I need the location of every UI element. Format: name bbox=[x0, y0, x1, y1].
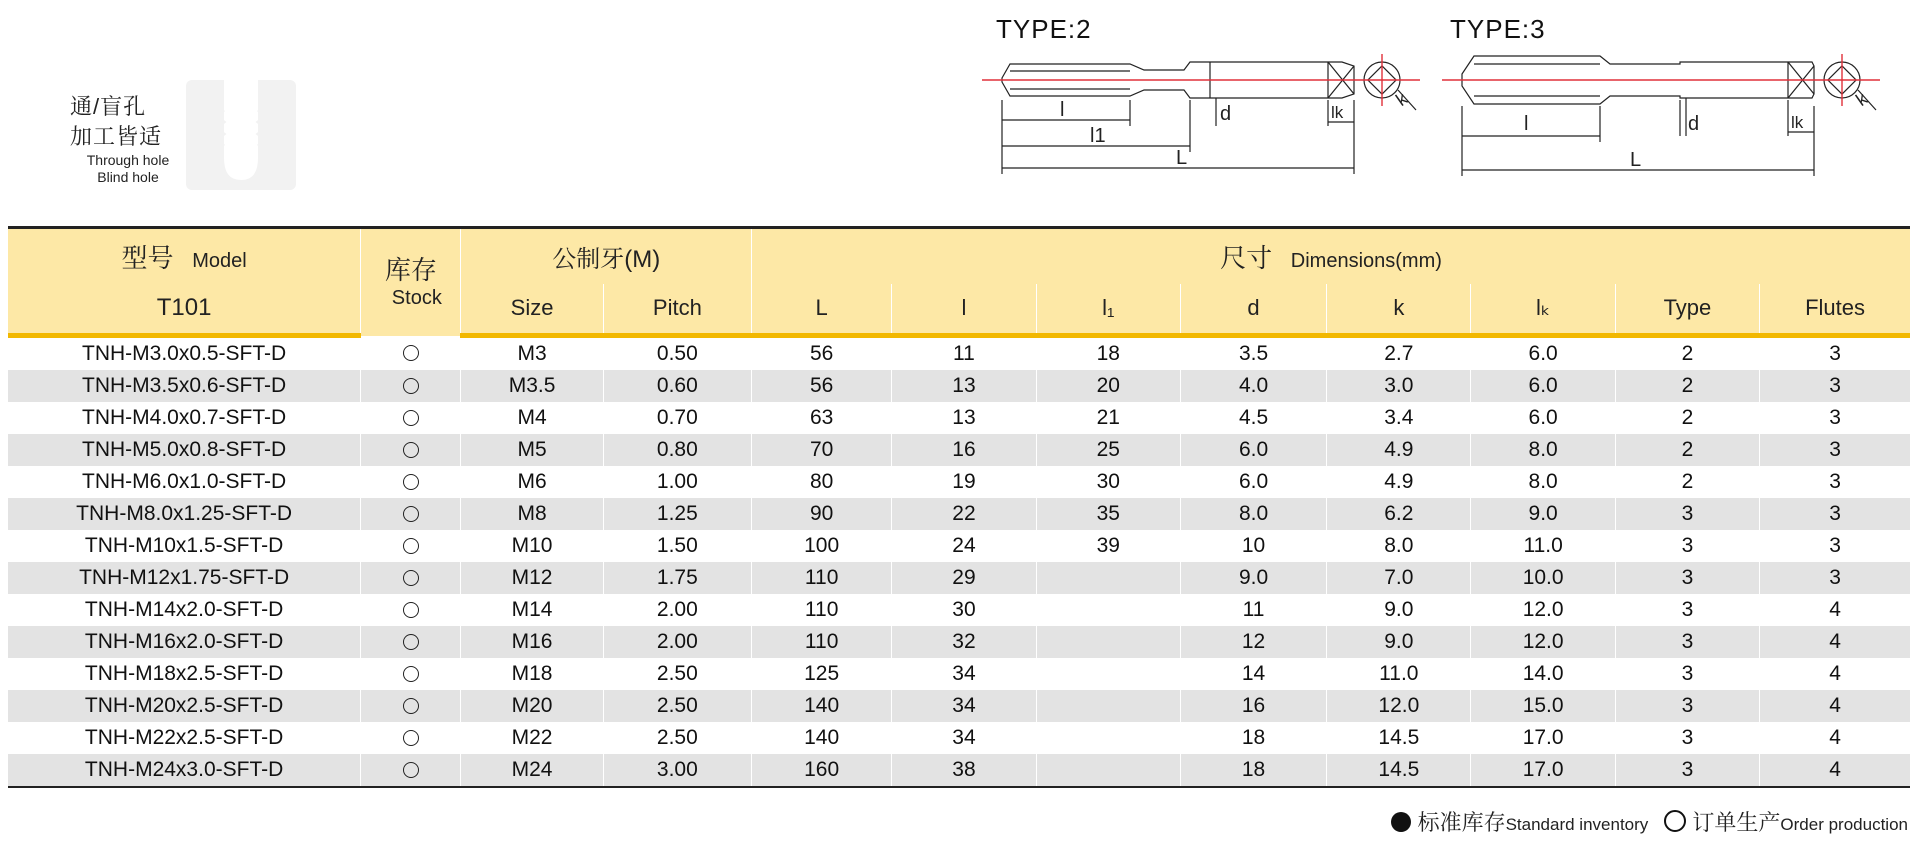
type2-dim-l: l bbox=[1060, 99, 1065, 121]
standard-inventory-legend bbox=[1391, 806, 1648, 837]
stock-header-cn: 库存 bbox=[384, 255, 437, 286]
k-cell: 3.4 bbox=[1327, 402, 1471, 434]
table-row bbox=[8, 370, 1910, 402]
type2-dim-l1: l1 bbox=[1090, 125, 1106, 147]
pitch-cell: 0.80 bbox=[603, 434, 751, 466]
size-cell: M4 bbox=[461, 402, 603, 434]
L-cell: 125 bbox=[752, 658, 892, 690]
type2-label: TYPE:2 bbox=[996, 14, 1092, 44]
lk-cell: 12.0 bbox=[1471, 626, 1615, 658]
hollow-circle-icon bbox=[403, 506, 419, 522]
model-cell: TNH-M4.0x0.7-SFT-D bbox=[8, 402, 361, 434]
L-cell: 110 bbox=[752, 594, 892, 626]
k-cell: 7.0 bbox=[1327, 562, 1471, 594]
l-header: l bbox=[892, 284, 1036, 336]
model-cell: TNH-M14x2.0-SFT-D bbox=[8, 594, 361, 626]
flutes-cell: 3 bbox=[1829, 470, 1841, 493]
table-row bbox=[8, 530, 1910, 562]
type-cell: 3 bbox=[1615, 626, 1759, 658]
stock-legend bbox=[1391, 806, 1908, 837]
hollow-circle-icon bbox=[403, 538, 419, 554]
L-cell: 63 bbox=[752, 402, 892, 434]
k-cell: 14.5 bbox=[1327, 722, 1471, 754]
type2-dim-d: d bbox=[1220, 103, 1232, 125]
hollow-circle-icon bbox=[403, 378, 419, 394]
d-cell: 10 bbox=[1180, 530, 1326, 562]
size-cell: M24 bbox=[461, 754, 603, 787]
model-cell: TNH-M10x1.5-SFT-D bbox=[8, 530, 361, 562]
type-cell: 3 bbox=[1615, 754, 1759, 787]
d-cell: 4.0 bbox=[1180, 370, 1326, 402]
model-cell: TNH-M3.0x0.5-SFT-D bbox=[8, 336, 361, 371]
stock-cell bbox=[361, 336, 461, 371]
L-cell: 140 bbox=[752, 722, 892, 754]
pitch-cell: 2.00 bbox=[603, 626, 751, 658]
lk-cell: 6.0 bbox=[1471, 402, 1615, 434]
d-cell: 8.0 bbox=[1180, 498, 1326, 530]
flutes-cell: 4 bbox=[1829, 598, 1841, 621]
l1-cell bbox=[1036, 754, 1180, 787]
type3-dim-d: d bbox=[1688, 113, 1700, 135]
lk-cell: 12.0 bbox=[1471, 594, 1615, 626]
d-cell: 18 bbox=[1180, 754, 1326, 787]
type-cell: 3 bbox=[1615, 562, 1759, 594]
type-cell: 3 bbox=[1615, 690, 1759, 722]
table-row bbox=[8, 722, 1910, 754]
stock-cell bbox=[361, 594, 461, 626]
k-cell: 4.9 bbox=[1327, 434, 1471, 466]
pitch-cell: 1.25 bbox=[603, 498, 751, 530]
stock-cell bbox=[361, 562, 461, 594]
l1-cell: 39 bbox=[1036, 530, 1180, 562]
d-header: d bbox=[1180, 284, 1326, 336]
L-cell: 100 bbox=[752, 530, 892, 562]
hollow-circle-icon bbox=[403, 634, 419, 650]
L-cell: 80 bbox=[752, 466, 892, 498]
hollow-circle-icon bbox=[403, 570, 419, 586]
table-row bbox=[8, 336, 1910, 371]
d-cell: 16 bbox=[1180, 690, 1326, 722]
l-cell: 38 bbox=[892, 754, 1036, 787]
type2-dim-L: L bbox=[1176, 147, 1188, 169]
pitch-cell: 2.50 bbox=[603, 722, 751, 754]
L-cell: 56 bbox=[752, 370, 892, 402]
type-cell: 3 bbox=[1615, 530, 1759, 562]
flutes-cell: 4 bbox=[1760, 626, 1910, 658]
model-header-en: Model bbox=[192, 249, 247, 272]
type-header: Type bbox=[1615, 284, 1759, 336]
hollow-circle-icon bbox=[403, 410, 419, 426]
table-row bbox=[8, 690, 1910, 722]
L-cell: 110 bbox=[752, 562, 892, 594]
standard-inventory-en: Standard inventory bbox=[1505, 815, 1649, 834]
k-cell: 3.0 bbox=[1327, 370, 1471, 402]
l1-cell: 35 bbox=[1036, 498, 1180, 530]
hole-type-cn-line1: 通/盲孔 bbox=[70, 94, 147, 119]
type3-label: TYPE:3 bbox=[1450, 14, 1546, 44]
pitch-header: Pitch bbox=[603, 284, 751, 336]
model-header-cn: 型号 bbox=[121, 242, 174, 273]
L-cell: 160 bbox=[752, 754, 892, 787]
k-cell: 2.7 bbox=[1327, 336, 1471, 371]
size-cell: M10 bbox=[461, 530, 603, 562]
size-header: Size bbox=[461, 284, 603, 336]
dimensions-header-en: Dimensions(mm) bbox=[1290, 249, 1442, 272]
table-row bbox=[8, 658, 1910, 690]
type-cell: 2 bbox=[1615, 402, 1759, 434]
lk-cell: 6.0 bbox=[1471, 370, 1615, 402]
L-cell: 90 bbox=[752, 498, 892, 530]
model-cell: TNH-M20x2.5-SFT-D bbox=[8, 690, 361, 722]
type-cell: 3 bbox=[1615, 498, 1759, 530]
d-cell: 14 bbox=[1180, 658, 1326, 690]
d-cell: 6.0 bbox=[1180, 466, 1326, 498]
size-cell: M20 bbox=[461, 690, 603, 722]
hollow-circle-icon bbox=[403, 474, 419, 490]
hollow-circle-icon bbox=[403, 730, 419, 746]
stock-header bbox=[361, 228, 461, 336]
l-cell: 19 bbox=[892, 466, 1036, 498]
L-cell: 140 bbox=[752, 690, 892, 722]
hollow-circle-icon bbox=[403, 345, 419, 361]
model-series-header: T101 bbox=[8, 284, 361, 336]
hollow-circle-icon bbox=[403, 698, 419, 714]
lk-cell: 8.0 bbox=[1471, 434, 1615, 466]
l1-cell bbox=[1036, 690, 1180, 722]
type-cell: 3 bbox=[1615, 594, 1759, 626]
hollow-circle-icon bbox=[403, 762, 419, 778]
stock-cell bbox=[361, 754, 461, 787]
lk-cell: 8.0 bbox=[1471, 466, 1615, 498]
l1-cell bbox=[1036, 626, 1180, 658]
stock-header-en: Stock bbox=[391, 287, 442, 310]
type-cell: 3 bbox=[1615, 658, 1759, 690]
type3-tap-diagram bbox=[1440, 44, 1910, 184]
lk-cell: 17.0 bbox=[1471, 754, 1615, 787]
flutes-cell: 3 bbox=[1829, 406, 1841, 429]
table-row bbox=[8, 498, 1910, 530]
size-cell: M8 bbox=[461, 498, 603, 530]
l1-cell: 20 bbox=[1036, 370, 1180, 402]
type2-tap-diagram bbox=[980, 44, 1430, 184]
spec-table bbox=[8, 226, 1910, 788]
model-cell: TNH-M5.0x0.8-SFT-D bbox=[8, 434, 361, 466]
k-cell: 11.0 bbox=[1327, 658, 1471, 690]
type-cell: 2 bbox=[1615, 434, 1759, 466]
pitch-cell: 1.75 bbox=[603, 562, 751, 594]
l1-cell: 21 bbox=[1036, 402, 1180, 434]
l-cell: 32 bbox=[892, 626, 1036, 658]
table-row bbox=[8, 434, 1910, 466]
hole-type-label bbox=[70, 92, 188, 186]
model-cell: TNH-M12x1.75-SFT-D bbox=[8, 562, 361, 594]
d-cell: 11 bbox=[1180, 594, 1326, 626]
pitch-cell: 0.50 bbox=[603, 336, 751, 371]
l-cell: 11 bbox=[892, 336, 1036, 371]
type2-dim-k: k bbox=[1392, 88, 1412, 110]
model-cell: TNH-M3.5x0.6-SFT-D bbox=[8, 370, 361, 402]
table-row bbox=[8, 466, 1910, 498]
l-cell: 29 bbox=[892, 562, 1036, 594]
flutes-cell: 3 bbox=[1829, 534, 1841, 557]
stock-cell bbox=[361, 530, 461, 562]
lk-cell: 10.0 bbox=[1471, 562, 1615, 594]
l1-cell bbox=[1036, 658, 1180, 690]
k-header: k bbox=[1327, 284, 1471, 336]
l-cell: 13 bbox=[892, 402, 1036, 434]
flutes-header: Flutes bbox=[1760, 284, 1910, 336]
k-cell: 8.0 bbox=[1327, 530, 1471, 562]
model-cell: TNH-M6.0x1.0-SFT-D bbox=[8, 466, 361, 498]
stock-cell bbox=[361, 498, 461, 530]
model-cell: TNH-M22x2.5-SFT-D bbox=[8, 722, 361, 754]
flutes-cell: 3 bbox=[1760, 434, 1910, 466]
model-cell: TNH-M16x2.0-SFT-D bbox=[8, 626, 361, 658]
pitch-cell: 0.70 bbox=[603, 402, 751, 434]
type3-dim-l: l bbox=[1524, 113, 1529, 135]
dimensions-header bbox=[752, 228, 1910, 284]
type2-dim-lk: lk bbox=[1331, 103, 1344, 122]
d-cell: 4.5 bbox=[1180, 402, 1326, 434]
l1-cell: 30 bbox=[1036, 466, 1180, 498]
l1-cell bbox=[1036, 594, 1180, 626]
size-cell: M3.5 bbox=[461, 370, 603, 402]
size-cell: M18 bbox=[461, 658, 603, 690]
flutes-cell: 4 bbox=[1760, 754, 1910, 787]
hollow-circle-icon bbox=[403, 666, 419, 682]
order-production-en: Order production bbox=[1780, 815, 1908, 834]
d-cell: 12 bbox=[1180, 626, 1326, 658]
size-cell: M22 bbox=[461, 722, 603, 754]
hollow-circle-icon bbox=[403, 442, 419, 458]
flutes-cell: 3 bbox=[1829, 342, 1841, 365]
L-cell: 70 bbox=[752, 434, 892, 466]
type3-dim-k: k bbox=[1852, 88, 1872, 110]
type3-dim-lk: lk bbox=[1791, 113, 1804, 132]
model-cell: TNH-M18x2.5-SFT-D bbox=[8, 658, 361, 690]
stock-cell bbox=[361, 402, 461, 434]
type3-dim-L: L bbox=[1630, 149, 1642, 171]
stock-cell bbox=[361, 466, 461, 498]
l1-cell: 25 bbox=[1036, 434, 1180, 466]
metric-header: 公制牙(M) bbox=[461, 228, 752, 284]
k-cell: 6.2 bbox=[1327, 498, 1471, 530]
lk-cell: 9.0 bbox=[1471, 498, 1615, 530]
d-cell: 18 bbox=[1180, 722, 1326, 754]
k-cell: 4.9 bbox=[1327, 466, 1471, 498]
stock-cell bbox=[361, 722, 461, 754]
lk-cell: 17.0 bbox=[1471, 722, 1615, 754]
l-cell: 34 bbox=[892, 722, 1036, 754]
l-cell: 30 bbox=[892, 594, 1036, 626]
flutes-cell: 4 bbox=[1829, 662, 1841, 685]
l-cell: 24 bbox=[892, 530, 1036, 562]
l-cell: 13 bbox=[892, 370, 1036, 402]
pitch-cell: 2.50 bbox=[603, 690, 751, 722]
size-cell: M12 bbox=[461, 562, 603, 594]
type-cell: 3 bbox=[1615, 722, 1759, 754]
table-row bbox=[8, 594, 1910, 626]
k-cell: 9.0 bbox=[1327, 626, 1471, 658]
lk-cell: 11.0 bbox=[1471, 530, 1615, 562]
model-header bbox=[8, 228, 361, 284]
l1-header: l₁ bbox=[1036, 284, 1180, 336]
lk-cell: 15.0 bbox=[1471, 690, 1615, 722]
type-cell: 2 bbox=[1615, 370, 1759, 402]
dimensions-header-cn: 尺寸 bbox=[1220, 242, 1273, 273]
d-cell: 6.0 bbox=[1180, 434, 1326, 466]
stock-cell bbox=[361, 626, 461, 658]
d-cell: 3.5 bbox=[1180, 336, 1326, 371]
L-cell: 110 bbox=[752, 626, 892, 658]
hollow-circle-icon bbox=[403, 602, 419, 618]
flutes-cell: 3 bbox=[1760, 498, 1910, 530]
l-cell: 34 bbox=[892, 690, 1036, 722]
flutes-cell: 4 bbox=[1760, 690, 1910, 722]
order-production-cn: 订单生产 bbox=[1692, 810, 1781, 835]
flutes-cell: 4 bbox=[1829, 726, 1841, 749]
L-header: L bbox=[752, 284, 892, 336]
size-cell: M16 bbox=[461, 626, 603, 658]
size-cell: M5 bbox=[461, 434, 603, 466]
blind-hole-icon bbox=[186, 80, 296, 190]
k-cell: 12.0 bbox=[1327, 690, 1471, 722]
flutes-cell: 3 bbox=[1760, 562, 1910, 594]
pitch-cell: 3.00 bbox=[603, 754, 751, 787]
table-row bbox=[8, 754, 1910, 787]
size-cell: M3 bbox=[461, 336, 603, 371]
lk-cell: 6.0 bbox=[1471, 336, 1615, 371]
model-cell: TNH-M24x3.0-SFT-D bbox=[8, 754, 361, 787]
L-cell: 56 bbox=[752, 336, 892, 371]
flutes-cell: 3 bbox=[1760, 370, 1910, 402]
size-cell: M6 bbox=[461, 466, 603, 498]
stock-cell bbox=[361, 370, 461, 402]
size-cell: M14 bbox=[461, 594, 603, 626]
l1-cell bbox=[1036, 562, 1180, 594]
stock-cell bbox=[361, 434, 461, 466]
filled-circle-icon bbox=[1391, 812, 1411, 832]
pitch-cell: 1.50 bbox=[603, 530, 751, 562]
table-row bbox=[8, 562, 1910, 594]
k-cell: 9.0 bbox=[1327, 594, 1471, 626]
type-cell: 2 bbox=[1615, 336, 1759, 371]
order-production-legend bbox=[1664, 806, 1908, 837]
table-row bbox=[8, 402, 1910, 434]
d-cell: 9.0 bbox=[1180, 562, 1326, 594]
hole-type-cn-line2: 加工皆适 bbox=[70, 124, 163, 149]
l1-cell: 18 bbox=[1036, 336, 1180, 371]
type-cell: 2 bbox=[1615, 466, 1759, 498]
k-cell: 14.5 bbox=[1327, 754, 1471, 787]
stock-cell bbox=[361, 658, 461, 690]
standard-inventory-cn: 标准库存 bbox=[1417, 810, 1506, 835]
lk-cell: 14.0 bbox=[1471, 658, 1615, 690]
hole-type-en-line2: Blind hole bbox=[97, 169, 159, 185]
pitch-cell: 0.60 bbox=[603, 370, 751, 402]
l-cell: 34 bbox=[892, 658, 1036, 690]
hole-type-en-line1: Through hole bbox=[86, 152, 170, 168]
lk-header: lₖ bbox=[1471, 284, 1615, 336]
l1-cell bbox=[1036, 722, 1180, 754]
stock-cell bbox=[361, 690, 461, 722]
l-cell: 22 bbox=[892, 498, 1036, 530]
model-cell: TNH-M8.0x1.25-SFT-D bbox=[8, 498, 361, 530]
pitch-cell: 2.00 bbox=[603, 594, 751, 626]
pitch-cell: 1.00 bbox=[603, 466, 751, 498]
table-row bbox=[8, 626, 1910, 658]
pitch-cell: 2.50 bbox=[603, 658, 751, 690]
hollow-circle-icon bbox=[1664, 810, 1686, 832]
l-cell: 16 bbox=[892, 434, 1036, 466]
